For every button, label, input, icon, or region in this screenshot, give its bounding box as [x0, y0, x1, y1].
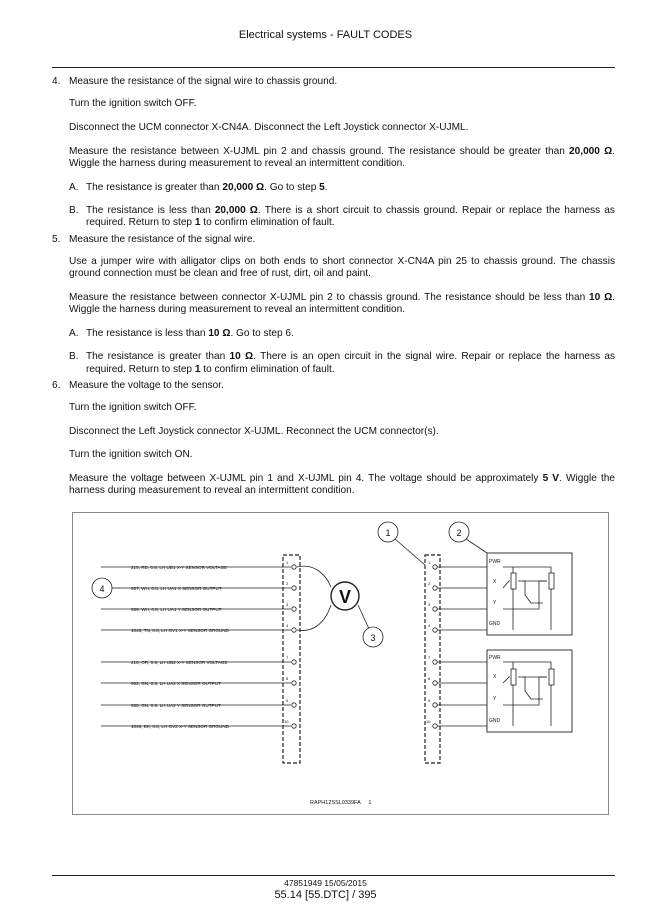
svg-text:10: 10	[426, 719, 431, 724]
instruction-text: Turn the ignition switch ON.	[69, 449, 193, 461]
option-b: B. The resistance is less than 20,000 Ω. There is a short circuit to chassis ground. Repair or replace the harness as required. Return to step 1 to confirm elimination of fault.	[69, 205, 615, 229]
footer-doc-id: 47851949 15/05/2015	[284, 878, 367, 888]
step-5	[52, 234, 615, 376]
sensor-block-1	[487, 553, 572, 635]
wire-label: 567, WH, 0.8, LH UA1 X SENSOR OUTPUT	[131, 586, 222, 591]
wire-label: 1046, BK, 0.8, LH OV2 X-Y SENSOR GROUND	[131, 724, 229, 729]
instruction-text: Disconnect the UCM connector X-CN4A. Disconnect the Left Joystick connector X-UJML.	[69, 121, 469, 133]
svg-text:3: 3	[428, 602, 431, 607]
svg-text:2: 2	[456, 528, 462, 538]
pin-number: 1	[286, 560, 289, 565]
svg-text:X: X	[493, 674, 497, 680]
pin-number: 7	[286, 655, 289, 660]
pin-number: 2	[286, 581, 289, 586]
svg-text:GND: GND	[489, 621, 501, 627]
instruction-text: Use a jumper wire with alligator clips on both ends to short connector X-CN4A pin 25 to chassis ground. The chassis ground connection must be clean and free of rust, dirt, oil and paint.	[69, 255, 615, 280]
wire-label: 562, GN, 0.8, LH UA2 X SENSOR OUTPUT	[131, 681, 221, 686]
wire-label: 215, RD, 0.8, LH UB1 X-Y SENSOR VOLTAGE	[131, 565, 228, 570]
step-4	[52, 76, 615, 230]
pin-number: 9	[286, 698, 289, 703]
option-b: B. The resistance is greater than 10 Ω. There is an open circuit in the signal wire. Repair or replace the harness as required. Return to step 1 to confirm elimination of fault.	[69, 351, 616, 375]
footer-page-number: 55.14 [55.DTC] / 395	[274, 889, 377, 901]
step-6	[52, 380, 615, 498]
measure-instruction: Measure the voltage between X-UJML pin 1 and X-UJML pin 4. The voltage should be approximately 5 V. Wiggle the harness during measurement to reveal an intermittent condition.	[69, 473, 615, 497]
svg-text:8: 8	[428, 676, 431, 681]
meter-symbol: V	[338, 587, 352, 607]
pin-number: 8	[286, 676, 289, 681]
header-rule	[52, 67, 615, 68]
step-number: 5.	[52, 233, 61, 245]
svg-text:X: X	[493, 579, 497, 585]
figure-reference: RAPH12SSL0339FA 1	[310, 800, 372, 806]
wire-label: 1045, TN, 0.8, LH OV1 X-Y SENSOR GROUND	[131, 628, 229, 633]
step-title: Measure the resistance of the signal wire to chassis ground.	[69, 76, 338, 87]
svg-text:1: 1	[428, 560, 431, 565]
sensor-block-2	[487, 650, 572, 732]
option-a: A. The resistance is greater than 20,000 Ω. Go to step 5.	[69, 181, 328, 193]
svg-text:4: 4	[99, 584, 105, 594]
option-a: A. The resistance is less than 10 Ω. Go to step 6.	[69, 327, 294, 339]
svg-text:Y: Y	[493, 600, 497, 606]
svg-text:2: 2	[428, 581, 431, 586]
wire-label: 216, OR, 0.8, LH UB2 X-Y SENSOR VOLTAGE	[131, 660, 228, 665]
svg-text:9: 9	[428, 698, 431, 703]
instruction-text: Turn the ignition switch OFF.	[69, 98, 197, 110]
pin-number: 10	[284, 719, 289, 724]
svg-text:4: 4	[428, 623, 431, 628]
wire-label: 568, GN, 0.8, LH UA2 Y SENSOR OUTPUT	[131, 703, 221, 708]
instruction-text: Turn the ignition switch OFF.	[69, 401, 197, 413]
procedure-body	[52, 76, 615, 509]
svg-text:PWR: PWR	[489, 559, 501, 565]
measure-instruction: Measure the resistance between connector X-UJML pin 2 to chassis ground. The resistance should be less than 10 Ω. Wiggle the harness during measurement to reveal an intermittent condition.	[69, 291, 615, 315]
step-number: 4.	[52, 76, 61, 87]
step-title: Measure the voltage to the sensor.	[69, 379, 224, 391]
page-header-title: Electrical systems - FAULT CODES	[238, 29, 413, 41]
step-title: Measure the resistance of the signal wire.	[69, 233, 256, 245]
svg-text:GND: GND	[489, 718, 501, 724]
svg-text:1: 1	[385, 528, 391, 538]
pin-number: 3	[286, 602, 289, 607]
wiring-diagram	[72, 512, 609, 815]
instruction-text: Disconnect the Left Joystick connector X-UJML. Reconnect the UCM connector(s).	[69, 425, 439, 437]
svg-text:Y: Y	[493, 696, 497, 702]
svg-text:7: 7	[428, 655, 431, 660]
pin-number: 4	[286, 623, 289, 628]
step-number: 6.	[52, 379, 61, 391]
footer-rule	[52, 875, 615, 876]
svg-text:PWR: PWR	[489, 655, 501, 661]
measure-instruction: Measure the resistance between X-UJML pin 2 and chassis ground. The resistance should be greater than 20,000 Ω. Wiggle the harness during measurement to reveal an intermittent condition.	[69, 145, 615, 169]
wire-label: 569, WH, 0.8, LH UA1 Y SENSOR OUTPUT	[131, 607, 222, 612]
svg-text:3: 3	[370, 633, 376, 643]
